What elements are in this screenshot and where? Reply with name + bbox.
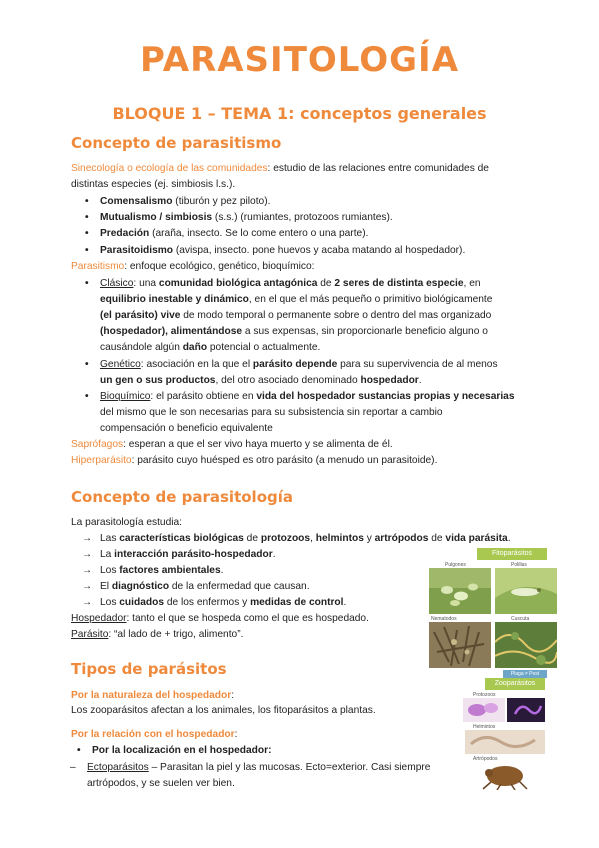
list-item: • Predación (araña, insecto. Se lo come entero o una parte).	[100, 227, 368, 241]
arrow-item: → Los cuidados de los enfermos y medidas de control.	[100, 596, 346, 610]
arrow-item: → El diagnóstico de la enfermedad que causan.	[100, 580, 310, 594]
cuscuta-image	[495, 622, 557, 668]
section-heading-parasitologia: Concepto de parasitología	[71, 488, 293, 506]
figure-header: Zooparásitos	[485, 678, 545, 690]
arrow-item: → Los factores ambientales.	[100, 564, 223, 578]
figure-footer: Plaga ≠ Pest	[503, 670, 547, 678]
list-item-clasico-line3: (el parásito) vive de modo temporal o permanente sobre o dentro del mas organizado	[100, 310, 492, 321]
figure-label: Pulgones	[445, 562, 466, 568]
paragraph-sinecologia: Sinecología o ecología de las comunidades: estudio de las relaciones entre comunidades de	[71, 163, 489, 174]
list-item-clasico-line2: equilibrio inestable y dinámico, en el que el más pequeño o primitivo biológicamente	[100, 294, 493, 305]
list-item-bioquimico-line3: compensación o beneficio equivalente	[100, 423, 273, 434]
subheading-naturaleza: Por la naturaleza del hospedador:	[71, 690, 235, 701]
moth-larva-image	[495, 568, 557, 614]
subheading-relacion: Por la relación con el hospedador:	[71, 729, 238, 740]
section-heading-parasitismo: Concepto de parasitismo	[71, 134, 282, 152]
page-title: PARASITOLOGÍA	[139, 40, 460, 80]
paragraph-saprofagos: Saprófagos: esperan a que el ser vivo haya muerto y se alimenta de él.	[71, 439, 393, 450]
trypanosome-image	[507, 698, 545, 722]
aphids-image	[429, 568, 491, 614]
paragraph-sinecologia-cont: distintas especies (ej. simbiosis l.s.).	[71, 179, 236, 190]
arrow-item: → Las características biológicas de protozoos, helmintos y artrópodos de vida parásita.	[100, 532, 511, 546]
paragraph-parasitismo: Parasitismo: enfoque ecológico, genético, bioquímico:	[71, 261, 315, 272]
figure-label: Artrópodos	[473, 756, 498, 762]
list-item: • Comensalismo (tiburón y pez piloto).	[100, 195, 270, 209]
list-item-clasico-line4: (hospedador), alimentándose a sus expensas, sin proporcionarle beneficio alguno o	[100, 326, 488, 337]
figure-fitoparasitos	[425, 548, 559, 676]
list-item-clasico-line5: causándole algún daño potencial o actualmente.	[100, 342, 321, 353]
paragraph-hiperparasito: Hiperparásito: parásito cuyo huésped es otro parásito (a menudo un parasitoide).	[71, 455, 438, 466]
list-item: • Parasitoidismo (avispa, insecto. pone huevos y acaba matando al hospedador).	[100, 244, 465, 258]
helminth-image	[465, 730, 545, 754]
arrow-item: → La interacción parásito-hospedador.	[100, 548, 276, 562]
figure-label: Protozoos	[473, 692, 496, 698]
nematodes-image	[429, 622, 491, 668]
list-item-bioquimico-line2: del mismo que le son necesarias para su subsistencia sin reportar a cambio	[100, 407, 443, 418]
list-item-clasico: • Clásico: una comunidad biológica antagónica de 2 seres de distinta especie, en	[100, 277, 481, 291]
figure-zooparasitos	[463, 678, 553, 790]
protozoa-image	[463, 698, 505, 722]
paragraph-intro: La parasitología estudia:	[71, 517, 183, 528]
list-item-genetico-line2: un gen o sus productos, del otro asociado denominado hospedador.	[100, 375, 422, 386]
page-subtitle: BLOQUE 1 – TEMA 1: conceptos generales	[112, 104, 487, 123]
paragraph-naturaleza: Los zooparásitos afectan a los animales, los fitoparásitos a plantas.	[71, 705, 376, 716]
figure-label: Nematodos	[431, 616, 457, 622]
figure-label: Cuscuta	[511, 616, 530, 622]
figure-label: Polillas	[511, 562, 527, 568]
list-item-ectoparasitos-line2: artrópodos, y se suelen ver bien.	[87, 778, 235, 789]
paragraph-parasito: Parásito: “al lado de + trigo, alimento”.	[71, 629, 244, 640]
list-item: • Mutualismo / simbiosis (s.s.) (rumiantes, protozoos rumiantes).	[100, 211, 393, 225]
list-item-bioquimico: • Bioquímico: el parásito obtiene en vida del hospedador sustancias propias y necesarias	[100, 390, 515, 404]
paragraph-hospedador: Hospedador: tanto el que se hospeda como el que es hospedado.	[71, 613, 369, 624]
list-item-genetico: • Genético: asociación en la que el parásito depende para su supervivencia de al menos	[100, 358, 498, 372]
bullet-localizacion: • Por la localización en el hospedador:	[92, 744, 271, 758]
figure-label: Helmintos	[473, 724, 496, 730]
figure-header: Fitoparásitos	[477, 548, 547, 560]
section-heading-tipos: Tipos de parásitos	[71, 660, 227, 678]
list-item-ectoparasitos: – Ectoparásitos – Parasitan la piel y las mucosas. Ecto=exterior. Casi siempre	[87, 761, 430, 775]
flea-image	[467, 762, 543, 790]
